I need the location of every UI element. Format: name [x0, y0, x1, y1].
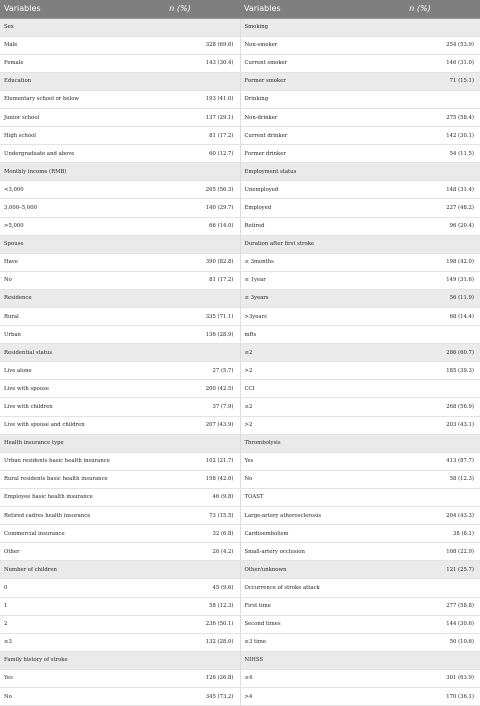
- left-variable-cell: >5,000: [0, 217, 120, 235]
- table-row: [0, 669, 480, 687]
- left-value-cell: 60 (12.7): [120, 145, 240, 163]
- right-variable-cell: CCI: [240, 380, 360, 398]
- left-variable-cell: Education: [0, 72, 120, 90]
- right-value-cell: 148 (31.4): [360, 181, 480, 199]
- left-value-cell: 58 (12.3): [120, 597, 240, 615]
- left-value-cell: [120, 235, 240, 253]
- right-variable-cell: Non-smoker: [240, 36, 360, 54]
- right-value-cell: 286 (60.7): [360, 344, 480, 362]
- right-variable-cell: >3years: [240, 308, 360, 326]
- right-value-cell: 413 (87.7): [360, 452, 480, 470]
- table-row: [0, 344, 480, 362]
- left-value-cell: 390 (82.8): [120, 253, 240, 271]
- left-variable-cell: Number of children: [0, 561, 120, 579]
- left-value-cell: 32 (6.8): [120, 525, 240, 543]
- right-value-cell: [360, 579, 480, 597]
- table-row: [0, 416, 480, 434]
- table-row: [0, 72, 480, 90]
- right-value-cell: [360, 163, 480, 181]
- table-header-row: [0, 0, 480, 18]
- right-variable-cell: Former smoker: [240, 72, 360, 90]
- table-row: [0, 380, 480, 398]
- table-row: [0, 163, 480, 181]
- right-value-cell: [360, 488, 480, 506]
- left-value-cell: 37 (7.9): [120, 398, 240, 416]
- right-value-cell: 275 (58.4): [360, 108, 480, 126]
- table-row: [0, 687, 480, 705]
- left-value-cell: [120, 434, 240, 452]
- right-variable-cell: Former drinker: [240, 145, 360, 163]
- right-value-cell: 50 (10.6): [360, 633, 480, 651]
- table-row: [0, 253, 480, 271]
- right-value-cell: 146 (31.0): [360, 54, 480, 72]
- left-value-cell: 126 (26.8): [120, 669, 240, 687]
- table-row: [0, 199, 480, 217]
- left-variable-cell: Family history of stroke: [0, 651, 120, 669]
- right-variable-cell: Smoking: [240, 18, 360, 36]
- right-variable-cell: ≤ 3years: [240, 289, 360, 307]
- left-variable-cell: High school: [0, 127, 120, 145]
- left-variable-cell: ≥3: [0, 633, 120, 651]
- right-value-cell: 268 (56.9): [360, 398, 480, 416]
- left-value-cell: [120, 72, 240, 90]
- left-value-cell: 236 (50.1): [120, 615, 240, 633]
- table-row: [0, 235, 480, 253]
- left-value-cell: 328 (69.6): [120, 36, 240, 54]
- header-n-percent-right: n (%): [360, 0, 480, 18]
- right-value-cell: 204 (43.3): [360, 507, 480, 525]
- right-variable-cell: >2: [240, 362, 360, 380]
- left-value-cell: 136 (28.9): [120, 326, 240, 344]
- right-value-cell: 58 (12.3): [360, 470, 480, 488]
- right-variable-cell: >4: [240, 687, 360, 705]
- left-value-cell: 81 (17.2): [120, 271, 240, 289]
- right-variable-cell: Retired: [240, 217, 360, 235]
- right-variable-cell: Cardioembolism: [240, 525, 360, 543]
- left-value-cell: 193 (41.0): [120, 90, 240, 108]
- table-row: [0, 470, 480, 488]
- table-row: [0, 36, 480, 54]
- table-row: [0, 271, 480, 289]
- right-variable-cell: mRs: [240, 326, 360, 344]
- left-value-cell: 198 (42.0): [120, 470, 240, 488]
- left-variable-cell: Commercial insurance: [0, 525, 120, 543]
- left-value-cell: [120, 18, 240, 36]
- table-row: [0, 326, 480, 344]
- right-variable-cell: TOAST: [240, 488, 360, 506]
- right-value-cell: [360, 326, 480, 344]
- table-row: [0, 217, 480, 235]
- right-variable-cell: >2: [240, 416, 360, 434]
- left-variable-cell: Undergraduate and above: [0, 145, 120, 163]
- left-variable-cell: Male: [0, 36, 120, 54]
- right-variable-cell: Current smoker: [240, 54, 360, 72]
- right-value-cell: 54 (11.5): [360, 145, 480, 163]
- right-value-cell: 142 (30.1): [360, 127, 480, 145]
- table-row: [0, 289, 480, 307]
- left-value-cell: 27 (5.7): [120, 362, 240, 380]
- left-variable-cell: Residential status: [0, 344, 120, 362]
- right-variable-cell: Small-artery occlusion: [240, 543, 360, 561]
- right-value-cell: 71 (15.1): [360, 72, 480, 90]
- table-row: [0, 18, 480, 36]
- right-value-cell: 56 (11.9): [360, 289, 480, 307]
- right-variable-cell: Current drinker: [240, 127, 360, 145]
- right-variable-cell: Drinking: [240, 90, 360, 108]
- table-row: [0, 54, 480, 72]
- left-value-cell: 132 (28.0): [120, 633, 240, 651]
- left-value-cell: 335 (71.1): [120, 308, 240, 326]
- left-variable-cell: Female: [0, 54, 120, 72]
- right-variable-cell: NIHSS: [240, 651, 360, 669]
- left-variable-cell: 2: [0, 615, 120, 633]
- left-value-cell: 200 (42.5): [120, 380, 240, 398]
- right-value-cell: 198 (42.0): [360, 253, 480, 271]
- left-value-cell: [120, 561, 240, 579]
- left-value-cell: 45 (9.6): [120, 579, 240, 597]
- right-variable-cell: Occurrence of stroke attack: [240, 579, 360, 597]
- table-row: [0, 108, 480, 126]
- left-value-cell: 207 (43.9): [120, 416, 240, 434]
- right-value-cell: 277 (58.8): [360, 597, 480, 615]
- right-variable-cell: Non-drinker: [240, 108, 360, 126]
- table-row: [0, 597, 480, 615]
- right-variable-cell: Second times: [240, 615, 360, 633]
- table-row: [0, 90, 480, 108]
- left-variable-cell: Rural: [0, 308, 120, 326]
- right-value-cell: [360, 380, 480, 398]
- table-row: [0, 398, 480, 416]
- left-variable-cell: Live with spouse: [0, 380, 120, 398]
- table-row: [0, 181, 480, 199]
- left-variable-cell: Sex: [0, 18, 120, 36]
- right-variable-cell: Unemployed: [240, 181, 360, 199]
- right-variable-cell: Employment status: [240, 163, 360, 181]
- right-value-cell: 170 (36.1): [360, 687, 480, 705]
- left-variable-cell: 3,000–5,000: [0, 199, 120, 217]
- left-variable-cell: Junior school: [0, 108, 120, 126]
- right-variable-cell: Employed: [240, 199, 360, 217]
- right-variable-cell: ≤2: [240, 398, 360, 416]
- right-variable-cell: Large-artery atherosclerosis: [240, 507, 360, 525]
- left-value-cell: [120, 289, 240, 307]
- right-value-cell: 108 (22.9): [360, 543, 480, 561]
- table-body: [0, 18, 480, 706]
- left-value-cell: 102 (21.7): [120, 452, 240, 470]
- right-value-cell: 254 (53.9): [360, 36, 480, 54]
- right-variable-cell: ≤2: [240, 344, 360, 362]
- left-variable-cell: Live with spouse and children: [0, 416, 120, 434]
- right-variable-cell: Thrombolysis: [240, 434, 360, 452]
- right-value-cell: 144 (30.6): [360, 615, 480, 633]
- left-variable-cell: Yes: [0, 669, 120, 687]
- table-row: [0, 127, 480, 145]
- left-variable-cell: Rural residents basic health insurance: [0, 470, 120, 488]
- right-value-cell: 38 (8.1): [360, 525, 480, 543]
- header-n-percent-left: n (%): [120, 0, 240, 18]
- table-row: [0, 308, 480, 326]
- right-variable-cell: Other/unknown: [240, 561, 360, 579]
- right-value-cell: 203 (43.1): [360, 416, 480, 434]
- right-value-cell: 301 (63.9): [360, 669, 480, 687]
- right-value-cell: [360, 651, 480, 669]
- left-variable-cell: 0: [0, 579, 120, 597]
- right-variable-cell: Duration after first stroke: [240, 235, 360, 253]
- right-value-cell: [360, 18, 480, 36]
- right-variable-cell: ≥3 time: [240, 633, 360, 651]
- left-variable-cell: Live alone: [0, 362, 120, 380]
- left-value-cell: 73 (15.5): [120, 507, 240, 525]
- table-row: [0, 488, 480, 506]
- right-variable-cell: ≤ 1year: [240, 271, 360, 289]
- right-value-cell: [360, 235, 480, 253]
- table-row: [0, 633, 480, 651]
- left-variable-cell: Other: [0, 543, 120, 561]
- left-variable-cell: Urban residents basic health insurance: [0, 452, 120, 470]
- left-value-cell: [120, 651, 240, 669]
- table-row: [0, 452, 480, 470]
- left-value-cell: 20 (4.2): [120, 543, 240, 561]
- left-value-cell: [120, 344, 240, 362]
- left-variable-cell: Urban: [0, 326, 120, 344]
- table-row: [0, 145, 480, 163]
- right-value-cell: 149 (31.6): [360, 271, 480, 289]
- left-value-cell: 143 (30.4): [120, 54, 240, 72]
- table-row: [0, 434, 480, 452]
- left-variable-cell: Live with children: [0, 398, 120, 416]
- table-row: [0, 507, 480, 525]
- left-value-cell: 345 (73.2): [120, 687, 240, 705]
- right-variable-cell: Yes: [240, 452, 360, 470]
- right-value-cell: 121 (25.7): [360, 561, 480, 579]
- right-value-cell: 68 (14.4): [360, 308, 480, 326]
- left-variable-cell: Employee basic health insurance: [0, 488, 120, 506]
- left-value-cell: [120, 163, 240, 181]
- left-value-cell: 140 (29.7): [120, 199, 240, 217]
- left-variable-cell: Health insurance type: [0, 434, 120, 452]
- left-variable-cell: Residence: [0, 289, 120, 307]
- left-variable-cell: Retired cadres health insurance: [0, 507, 120, 525]
- right-value-cell: 185 (39.3): [360, 362, 480, 380]
- left-variable-cell: Monthly income (RMB): [0, 163, 120, 181]
- right-value-cell: [360, 90, 480, 108]
- right-value-cell: 227 (48.2): [360, 199, 480, 217]
- header-variables-right: Variables: [240, 0, 360, 18]
- left-value-cell: 137 (29.1): [120, 108, 240, 126]
- right-variable-cell: ≤ 3months: [240, 253, 360, 271]
- left-value-cell: 46 (9.8): [120, 488, 240, 506]
- right-value-cell: 96 (20.4): [360, 217, 480, 235]
- table-row: [0, 615, 480, 633]
- right-value-cell: [360, 434, 480, 452]
- left-variable-cell: No: [0, 687, 120, 705]
- left-value-cell: 81 (17.2): [120, 127, 240, 145]
- left-value-cell: 66 (14.0): [120, 217, 240, 235]
- table-row: [0, 525, 480, 543]
- left-variable-cell: Spouse: [0, 235, 120, 253]
- table-row: [0, 543, 480, 561]
- right-variable-cell: No: [240, 470, 360, 488]
- right-variable-cell: ≤4: [240, 669, 360, 687]
- table-row: [0, 579, 480, 597]
- left-variable-cell: Elementary school or below: [0, 90, 120, 108]
- left-value-cell: 265 (56.3): [120, 181, 240, 199]
- table-row: [0, 651, 480, 669]
- left-variable-cell: 1: [0, 597, 120, 615]
- left-variable-cell: Have: [0, 253, 120, 271]
- left-variable-cell: No: [0, 271, 120, 289]
- header-variables-left: Variables: [0, 0, 120, 18]
- table-row: [0, 362, 480, 380]
- right-variable-cell: First time: [240, 597, 360, 615]
- left-variable-cell: <3,000: [0, 181, 120, 199]
- table-row: [0, 561, 480, 579]
